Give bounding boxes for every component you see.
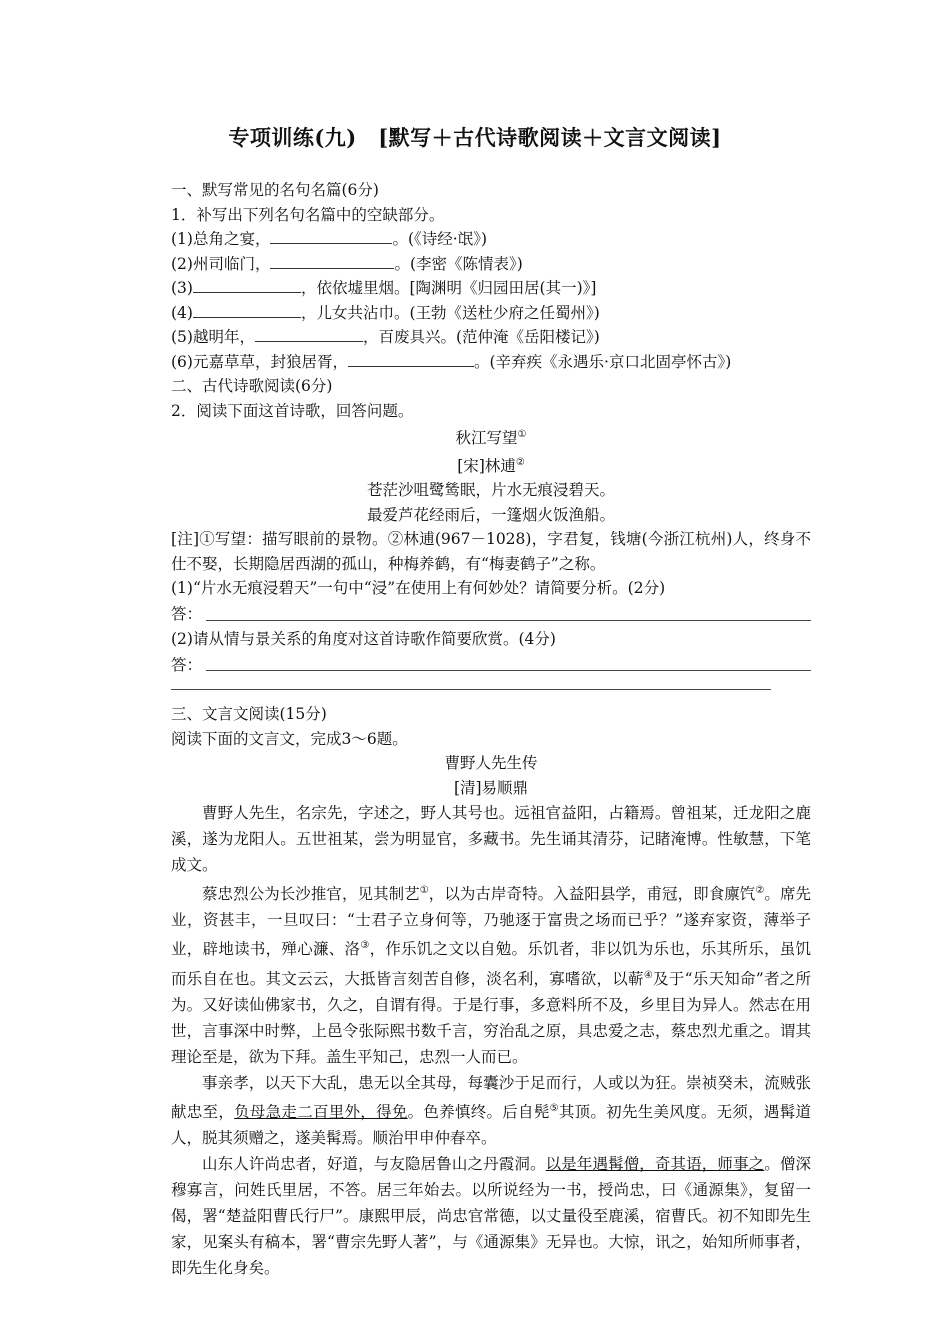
paragraph-2: 蔡忠烈公为长沙推官，见其制艺①，以为古岸奇特。入益阳县学，甫冠，即食廪饩②。席先业，资甚丰，一旦叹曰：“士君子立身何等，乃驰逐于富贵之场而已乎？”遂弃家资，薄举子业，辟地读书，殚心濂、洛③，作乐饥之文以自勉。乐饥者，非以饥为乐也，乐其所乐，虽饥而乐自在也。其文云云，大抵皆言刻苦自修，淡名利，寡嗜欲，以蕲④及于“乐天知命”者之所为。又好读仙佛家书，久之，自谓有得。于是行事，多意料所不及，乡里目为异人。然志在用世，言事深中时弊，上邑令张际熙书数千言，穷治乱之原，具忠爱之志，蔡忠烈尤重之。谓其理论至是，欲为下拜。盖生平知己，忠烈一人而已。 [171, 885, 811, 1066]
subquestion-2: (2)请从情与景关系的角度对这首诗歌作简要欣赏。(4分) [171, 629, 556, 648]
section1-heading: 一、默写常见的名句名篇(6分) [171, 181, 379, 199]
answer-line[interactable] [206, 670, 811, 671]
fill-item-1: (1)总角之宴， 。(《诗经·氓》) [171, 230, 487, 248]
fill-item-2: (2)州司临门， 。(李密《陈情表》) [171, 254, 523, 273]
section2-heading: 二、古代诗歌阅读(6分) [171, 377, 333, 395]
paragraph-3: 事亲孝，以天下大乱，患无以全其母，每囊沙于足而行，人或以为狂。崇祯癸未，流贼张献忠至，负母急走二百里外，得免。色养慎终。后自髡⑤其顶。初先生美风度。无须，遇髯道人，脱其须赠之，遂美髯焉。顺治甲申仲春卒。 [171, 1073, 811, 1147]
subquestion-1: (1)“片水无痕浸碧天”一句中“浸”在使用上有何妙处？请简要分析。(2分) [171, 579, 666, 598]
fill-item-4: (4) ，儿女共沾巾。(王勃《送杜少府之任蜀州》) [171, 303, 600, 322]
fill-item-6: (6)元嘉草草，封狼居胥， 。(辛弃疾《永遇乐·京口北固亭怀古》) [171, 352, 732, 371]
paragraph-4: 山东人许尚忠者，好道，与友隐居鲁山之丹霞洞。以是年遇髯僧，奇其语，师事之。僧深穆寡言，问姓氏里居，不答。居三年始去。以所说经为一书，授尚忠，曰《通源集》，复留一偈，署“楚益阳曹氏行尸”。康熙甲辰，尚忠官常德，以丈量役至鹿溪，宿曹氏。初不知即先生家，见案头有稿本，署“曹宗先野人著”，与《通源集》无异也。大惊，讯之，始知所师事者，即先生化身矣。 [171, 1154, 811, 1277]
answer-row-2 [171, 651, 811, 677]
fill-blank[interactable] [270, 228, 392, 244]
fill-blank[interactable] [255, 326, 363, 342]
answer-line[interactable] [206, 620, 811, 621]
fill-item-5: (5)越明年， ，百废具兴。(范仲淹《岳阳楼记》) [171, 328, 600, 346]
question-2: 2．阅读下面这首诗歌，回答问题。 [171, 401, 414, 420]
question-1: 1．补写出下列名句名篇中的空缺部分。 [171, 205, 445, 224]
fill-item-3: (3) ，依依墟里烟。[陶渊明《归园田居(其一)》] [171, 279, 597, 297]
poem-title: 秋江写望① [455, 429, 527, 448]
paragraph-1: 曹野人先生，名宗先，字述之，野人其号也。远祖官益阳，占籍焉。曾祖某，迁龙阳之鹿溪，遂为龙阳人。五世祖某，尝为明显官，多藏书。先生诵其清芬，记睹淹博。性敏慧，下笔成文。 [171, 804, 811, 875]
underlined-sentence: 负母急走二百里外，得免 [234, 1102, 408, 1121]
poem-author: [宋]林逋② [457, 456, 525, 475]
reading-intro: 阅读下面的文言文，完成3～6题。 [171, 729, 408, 748]
poem-line: 苍茫沙咀鹭鸶眠，片水无痕浸碧天。 [366, 481, 615, 500]
answer-line[interactable] [171, 677, 771, 690]
answer-label: 答： [171, 655, 203, 674]
text-author: [清]易顺鼎 [453, 778, 529, 797]
document-body [171, 178, 811, 1281]
text-title: 曹野人先生传 [444, 754, 538, 773]
answer-label: 答： [171, 605, 203, 624]
fill-blank[interactable] [348, 351, 474, 367]
poem-note: [注]①写望：描写眼前的景物。②林逋(967－1028)，字君复，钱塘(今浙江杭州)人，终身不仕不娶，长期隐居西湖的孤山，种梅养鹤，有“梅妻鹤子”之称。 [171, 530, 811, 573]
fill-blank[interactable] [193, 277, 301, 293]
page-title: 专项训练(九) [默写＋古代诗歌阅读＋文言文阅读] [228, 125, 722, 150]
fill-blank[interactable] [270, 253, 394, 269]
poem-line: 最爱芦花经雨后，一篷烟火饭渔船。 [366, 505, 615, 524]
fill-blank[interactable] [193, 302, 301, 318]
section3-heading: 三、文言文阅读(15分) [171, 705, 327, 724]
underlined-sentence: 以是年遇髯僧，奇其语，师事之 [545, 1154, 765, 1173]
answer-row-1 [171, 601, 811, 627]
